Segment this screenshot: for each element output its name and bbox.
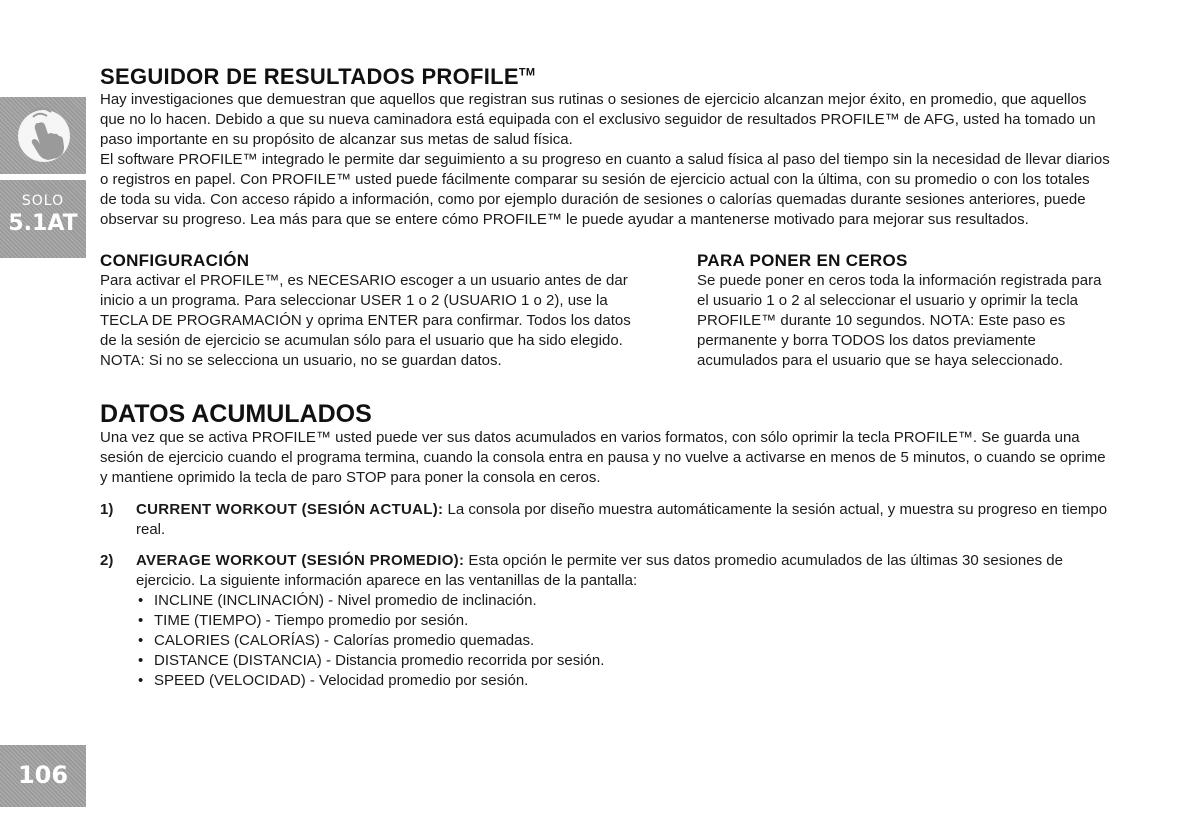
- hand-section-tab: [0, 97, 86, 174]
- page-content: [100, 64, 1110, 691]
- software-paragraph: El software PROFILE™ integrado le permite dar seguimiento a su progreso en cuanto a salud física al paso del tiempo sin la necesidad de llevar diarios o registros en papel. Con PROFILE™ usted puede fácilmente comparar su sesión de ejercicio actual con la última, con su promedio o con los totales de toda su vida. Con acceso rápido a información, como por ejemplo duración de sesiones o calorías quemadas durante sesiones anteriores, puede observar su progreso. Lea más para que se entere cómo PROFILE™ le puede ayudar a mantenerse motivado para mejorar sus resultados.: [100, 151, 1110, 228]
- page-number-tab: [0, 745, 86, 807]
- configuracion-text: Para activar el PROFILE™, es NECESARIO escoger a un usuario antes de dar inicio a un programa. Para seleccionar USER 1 o 2 (USUARIO 1 o 2), use la TECLA DE PROGRAMACIÓN y oprima ENTER para confirmar. Todos los datos de la sesión de ejercicio se acumulan sólo para el usuario que ha sido elegido. NOTA: Si no se selecciona un usuario, no se guardan datos.: [100, 272, 631, 369]
- datos-acumulados-title: DATOS ACUMULADOS: [100, 400, 372, 428]
- bullet-item: • INCLINE (INCLINACIÓN) - Nivel promedio de inclinación.: [136, 591, 1110, 611]
- bullet-item: • TIME (TIEMPO) - Tiempo promedio por sesión.: [136, 611, 1110, 631]
- bullet-item: • DISTANCE (DISTANCIA) - Distancia promedio recorrida por sesión.: [136, 651, 1110, 671]
- item-text: La consola por diseño muestra automáticamente la sesión actual, y muestra su progreso en tiempo real.: [136, 501, 1108, 538]
- list-item: [100, 500, 1110, 540]
- model-label: 5.1AT: [8, 211, 78, 236]
- configuracion-column: [100, 251, 640, 371]
- poner-ceros-text: Se puede poner en ceros toda la información registrada para el usuario 1 o 2 al seleccionar el usuario y oprimir la tecla PROFILE™ durante 10 segundos. NOTA: Este paso es permanente y borra TODOS los datos previamente acumulados para el usuario que se haya seleccionado.: [697, 272, 1102, 369]
- configuracion-title: CONFIGURACIÓN: [100, 251, 250, 270]
- trademark-mark: TM: [518, 66, 536, 79]
- model-tab: [0, 180, 86, 258]
- datos-acumulados-text: Una vez que se activa PROFILE™ usted puede ver sus datos acumulados en varios formatos, con sólo oprimir la tecla PROFILE™. Se guarda una sesión de ejercicio cuando el programa termina, cuando la consola entra en pausa y no vuelve a activarse en menos de 5 minutos, o cuando se oprime y mantiene oprimido la tecla de paro STOP para poner la consola en ceros.: [100, 429, 1106, 486]
- bullet-item: • SPEED (VELOCIDAD) - Velocidad promedio por sesión.: [136, 671, 1110, 691]
- bullet-item: • CALORIES (CALORÍAS) - Calorías promedio quemadas.: [136, 631, 1110, 651]
- page-title: [100, 64, 1110, 90]
- solo-label: SOLO: [21, 193, 65, 209]
- page-number: 106: [17, 761, 69, 789]
- page-title-text: SEGUIDOR DE RESULTADOS PROFILE: [100, 64, 519, 89]
- intro-paragraph: Hay investigaciones que demuestran que aquellos que registran sus rutinas o sesiones de ejercicio alcanzan mejor éxito, en promedio, que aquellos que no lo hacen. Debido a que su nueva caminadora está equipada con el exclusivo seguidor de resultados PROFILE™ de AFG, usted ha tomado un paso importante en su propósito de alcanzar sus metas de salud física.: [100, 91, 1096, 148]
- item-label: CURRENT WORKOUT (SESIÓN ACTUAL):: [136, 501, 444, 518]
- item-text: Esta opción le permite ver sus datos promedio acumulados de las últimas 30 sesiones de ejercicio. La siguiente información aparece en las ventanillas de la pantalla:: [136, 552, 1063, 589]
- bullet-list: [136, 591, 1110, 691]
- item-number: 1): [100, 501, 114, 518]
- item-label: AVERAGE WORKOUT (SESIÓN PROMEDIO):: [136, 552, 465, 569]
- poner-ceros-title: PARA PONER EN CEROS: [697, 251, 908, 270]
- list-item: [100, 551, 1110, 691]
- item-number: 2): [100, 552, 114, 569]
- two-column-section: [100, 251, 1110, 391]
- poner-ceros-column: [697, 251, 1107, 371]
- hand-pointer-icon: [12, 103, 76, 167]
